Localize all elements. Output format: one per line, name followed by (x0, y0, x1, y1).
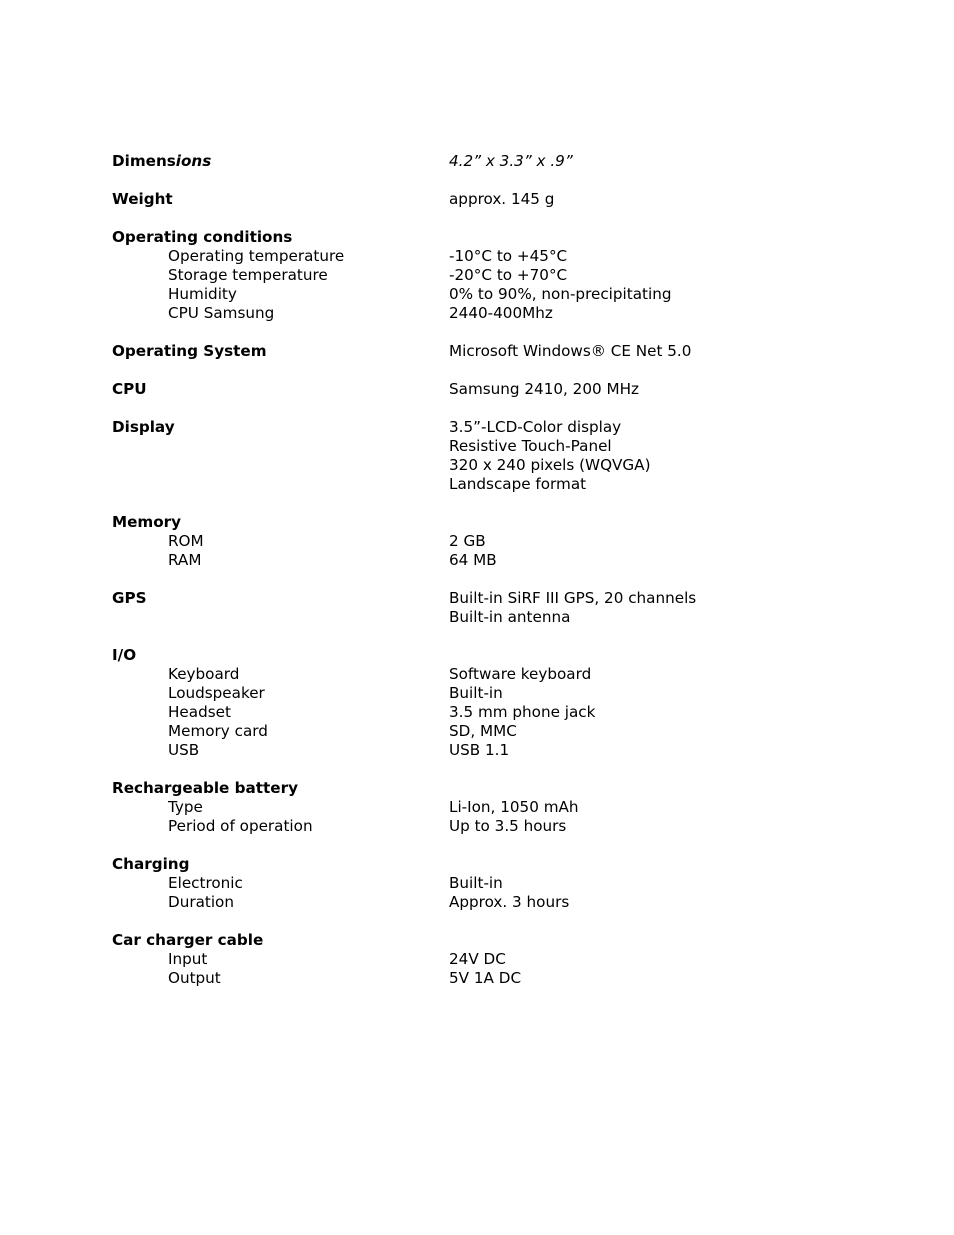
spec-value: SD, MMC (449, 722, 517, 740)
section-heading: Display (112, 418, 175, 436)
spec-row (112, 380, 832, 399)
spec-section-display (112, 418, 832, 494)
spec-value: USB 1.1 (449, 741, 510, 759)
spec-section-car-charger (112, 931, 832, 988)
section-heading: CPU (112, 380, 147, 398)
spec-label: Storage temperature (168, 266, 328, 284)
section-heading: Operating conditions (112, 228, 293, 246)
section-heading: Rechargeable battery (112, 779, 298, 797)
spec-row (112, 266, 832, 285)
spec-value: approx. 145 g (449, 190, 555, 208)
spec-row (112, 247, 832, 266)
spec-row (112, 342, 832, 361)
spec-row (112, 684, 832, 703)
spec-label: Keyboard (168, 665, 240, 683)
spec-row (112, 475, 832, 494)
spec-row (112, 646, 832, 665)
spec-label: Memory card (168, 722, 268, 740)
spec-label: USB (168, 741, 200, 759)
spec-value: 4.2” x 3.3” x .9” (449, 152, 573, 170)
spec-value: 3.5”-LCD-Color display (449, 418, 622, 436)
spec-section-gps (112, 589, 832, 627)
spec-row (112, 285, 832, 304)
spec-value: Microsoft Windows® CE Net 5.0 (449, 342, 692, 360)
spec-label: Duration (168, 893, 234, 911)
spec-section-battery (112, 779, 832, 836)
section-heading (112, 152, 211, 171)
spec-value: 0% to 90%, non-precipitating (449, 285, 672, 303)
heading-part-italic: ions (175, 152, 212, 170)
spec-row (112, 551, 832, 570)
spec-value: Built-in antenna (449, 608, 571, 626)
spec-value: Samsung 2410, 200 MHz (449, 380, 639, 398)
spec-label: Output (168, 969, 221, 987)
section-heading: GPS (112, 589, 147, 607)
spec-row (112, 817, 832, 836)
section-heading: Charging (112, 855, 190, 873)
spec-row (112, 304, 832, 323)
spec-row (112, 798, 832, 817)
spec-row (112, 969, 832, 988)
spec-value: Landscape format (449, 475, 587, 493)
section-heading: Operating System (112, 342, 267, 360)
section-heading: I/O (112, 646, 137, 664)
spec-row (112, 228, 832, 247)
spec-row (112, 722, 832, 741)
spec-row (112, 893, 832, 912)
spec-row (112, 741, 832, 760)
spec-label: CPU Samsung (168, 304, 275, 322)
spec-label: Input (168, 950, 208, 968)
spec-row (112, 855, 832, 874)
section-heading: Memory (112, 513, 182, 531)
spec-row (112, 703, 832, 722)
section-heading: Weight (112, 190, 173, 208)
heading-part: Dimens (112, 152, 176, 170)
spec-section-io (112, 646, 832, 760)
spec-label: Type (168, 798, 203, 816)
spec-value: Up to 3.5 hours (449, 817, 567, 835)
spec-value: 2440-400Mhz (449, 304, 553, 322)
spec-section-operating-conditions (112, 228, 832, 323)
spec-value: 3.5 mm phone jack (449, 703, 596, 721)
spec-section-operating-system (112, 342, 832, 361)
spec-value: 64 MB (449, 551, 497, 569)
spec-value: -20°C to +70°C (449, 266, 568, 284)
spec-label: Period of operation (168, 817, 313, 835)
spec-row (112, 456, 832, 475)
spec-value: Software keyboard (449, 665, 592, 683)
spec-row (112, 437, 832, 456)
spec-section-memory (112, 513, 832, 570)
section-heading: Car charger cable (112, 931, 264, 949)
spec-row (112, 418, 832, 437)
spec-row (112, 665, 832, 684)
spec-row (112, 779, 832, 798)
spec-label: Electronic (168, 874, 243, 892)
spec-value: Li-Ion, 1050 mAh (449, 798, 579, 816)
spec-row (112, 950, 832, 969)
spec-row (112, 931, 832, 950)
spec-row (112, 190, 832, 209)
spec-label: Operating temperature (168, 247, 345, 265)
spec-section-dimensions (112, 152, 832, 171)
spec-value: 2 GB (449, 532, 486, 550)
spec-label: Loudspeaker (168, 684, 265, 702)
spec-value: Resistive Touch-Panel (449, 437, 612, 455)
spec-value: 320 x 240 pixels (WQVGA) (449, 456, 651, 474)
spec-list (112, 152, 832, 1007)
spec-row (112, 152, 832, 171)
spec-section-weight (112, 190, 832, 209)
spec-value: Built-in SiRF III GPS, 20 channels (449, 589, 697, 607)
spec-label: Headset (168, 703, 231, 721)
spec-label: Humidity (168, 285, 237, 303)
spec-value: Built-in (449, 874, 503, 892)
spec-row (112, 532, 832, 551)
spec-label: ROM (168, 532, 204, 550)
spec-value: 5V 1A DC (449, 969, 522, 987)
spec-row (112, 589, 832, 608)
spec-value: 24V DC (449, 950, 506, 968)
spec-section-cpu (112, 380, 832, 399)
spec-row (112, 874, 832, 893)
spec-value: -10°C to +45°C (449, 247, 568, 265)
spec-row (112, 608, 832, 627)
spec-section-charging (112, 855, 832, 912)
spec-value: Approx. 3 hours (449, 893, 570, 911)
spec-row (112, 513, 832, 532)
spec-value: Built-in (449, 684, 503, 702)
spec-label: RAM (168, 551, 202, 569)
